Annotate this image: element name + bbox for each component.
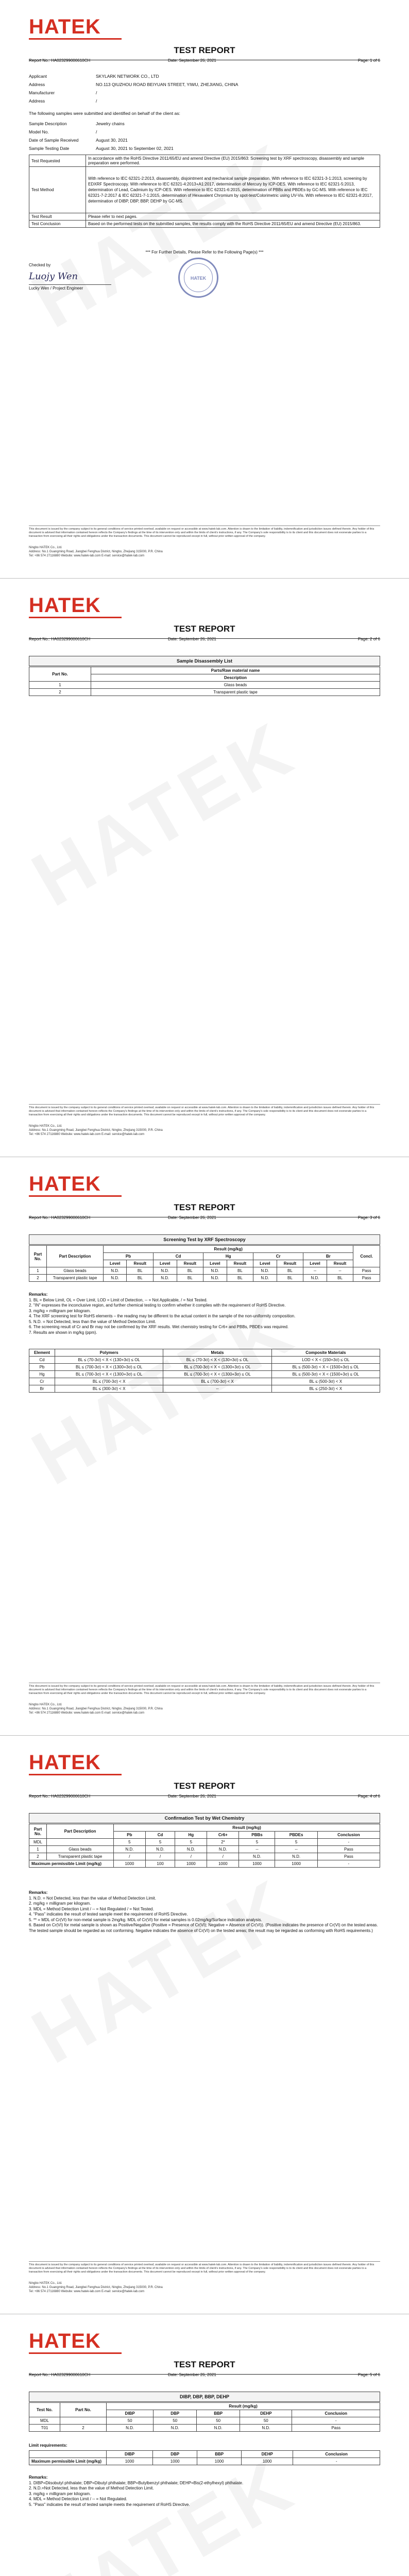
company-stamp: HATEK [178, 258, 218, 298]
remarks: Remarks: 1. N.D. = Not Detected, less than the value of Method Detection Limit. 2. mg/kg = milligram per kilogram. 3. MDL = Method Detection Limit / -- = Not Regulated / = Not Tested. 4. "Pass" indicates the result of tested sample meet the requirement of RoHS Directive. 5. ** = MDL of Cr(VI) for non-metal sample is 2mg/kg. MDL of Cr(VI) for metal samples is 0.02mg/kg/Surface indication analysis. 6. Based on Cr(VI) for metal sample is shown as Positive/Negative (Positive = Presence of Cr(VI); Negative = Absence of Cr(VI)). (Positive indicates the presence of Cr(VI) on the tested areas. The tested sample should be regarded as not conforming. Negative indicates the absence of Cr(VI) on the tested areas; the result may be regarded as conforming with RoHS requirements.) [29, 1890, 378, 1933]
report-header-line: Report No.: HA023299000610CH Date: September 26, 2021 Page: 2 of 6 [29, 637, 380, 641]
page-title: TEST REPORT [174, 1202, 235, 1212]
hatek-logo: HATEK [29, 594, 101, 617]
report-header-line: Report No.: HA023299000610CH Date: September 26, 2021 Page: 3 of 6 [29, 1215, 380, 1220]
remarks: Remarks: 1. DIBP=Diisobutyl phthalate; DBP=Dibutyl phthalate; BBP=Butylbenzyl phthalate; DEHP=Bis(2-ethylhexyl) phthalate. 2. N.D.=Not Detected, less than the value of Method Detection Limit. 3. mg/kg = milligram per kilogram. 4. MDL = Method Detection Limit / -- = Not Regulated. 5. "Pass" indicates the result of tested sample meets the requirement of RoHS Directive. [29, 2475, 244, 2507]
page-title: TEST REPORT [174, 624, 235, 634]
hatek-logo: HATEK [29, 1751, 101, 1774]
remarks: Remarks: 1. BL = Below Limit, OL = Over Limit, LOD = Limit of Detection, -- = Not Applicable, / = Not Tested. 2. "IN" expresses the inconclusive region, and further chemical testing to confirm whether it complies with the requirement of RoHS Directive. 3. mg/kg = milligram per kilogram. 4. The XRF screening test for RoHS elements – the reading may be different to the actual content in the sample of the non-uniformity composition. 5. N.D. = Not Detected, less than the value of Method Detection Limit. 6. The screening result of Cr and Br may not be confirmed by the XRF results. Wet chemistry testing for Cr6+ and PBBs, PBDEs was required. 7. Results are shown in mg/kg (ppm). [29, 1292, 296, 1335]
section-title: Screening Test by XRF Spectroscopy [29, 1234, 380, 1245]
hatek-logo: HATEK [29, 2330, 101, 2353]
report-page-4 [0, 1736, 409, 2314]
page-footer: This document is issued by the company subject to its general conditions of service printed overleaf, available on request or accessible at www.hatek-lab.com. Attention is drawn to the limitation of liability, indemnification and jurisdiction issues defined therein. Any holder of this document is advised that information contained hereon reflects the Company's findings at the time of its intervention only and within the limits of client's instructions, if any. The Company's sole responsibility is to its client and this document does not exonerate parties to a transaction from exercising all their rights and obligations under the transaction documents. This document cannot be reproduced except in full, without prior written approval of the company. Ningbo HATEK Co., Ltd. Address: No.1 Guangming Road, Jiangbei Fenghua District, Ningbo, Zhejiang 315000, P.R. China Tel: +86 574 27116880 Website: www.hatek-lab.com E-mail: service@hatek-lab.com [29, 1683, 380, 1715]
section-title: DIBP, DBP, BBP, DEHP [29, 2392, 380, 2402]
table-row: 1 Glass beads [29, 682, 380, 689]
table-row: Pb BL ≤ (700-3σ) < X < (1300+3σ) ≤ OL BL ≤ (700-3σ) < X < (1300+3σ) ≤ OL BL ≤ (500-3σ) < X < (1500+3σ) ≤ OL [29, 1364, 380, 1371]
report-header-line: Report No.: HA023299000610CH Date: September 26, 2021 Page: 1 of 6 [29, 58, 380, 63]
table-row: T01 2 N.D. N.D. N.D. N.D. Pass [29, 2425, 380, 2432]
section-title: Confirmation Test by Wet Chemistry [29, 1813, 380, 1823]
signer-name: Lucky Wen / Project Engineer [29, 284, 111, 291]
signature: Luojy Wen [29, 271, 78, 282]
checked-by-label: Checked by [29, 263, 51, 267]
xrf-results-table: Part No. Part Description Result (mg/kg) Concl. Pb Cd Hg Cr Br Level Result Level Result Level Result Level Result Level Result 1 Glass beads N.D. BL N.D. BL N.D. BL N.D. BL -- -- Pass 2 Transparent plastic tape N.D. BL N.D. BL N.D. BL N.D. BL N.D. BL Pass [29, 1245, 380, 1282]
further-details-note: *** For Further Details, Please Refer to the Following Page(s) *** [145, 250, 264, 255]
page-footer: This document is issued by the company subject to its general conditions of service printed overleaf, available on request or accessible at www.hatek-lab.com. Attention is drawn to the limitation of liability, indemnification and jurisdiction issues defined therein. Any holder of this document is advised that information contained hereon reflects the Company's findings at the time of its intervention only and within the limits of client's instructions, if any. The Company's sole responsibility is to its client and this document does not exonerate parties to a transaction from exercising all their rights and obligations under the transaction documents. This document cannot be reproduced except in full, without prior written approval of the company. Ningbo HATEK Co., Ltd. Address: No.1 Guangming Road, Jiangbei Fenghua District, Ningbo, Zhejiang 315000, P.R. China Tel: +86 574 27116880 Website: www.hatek-lab.com E-mail: service@hatek-lab.com [29, 2261, 380, 2294]
report-page-2 [0, 579, 409, 1157]
table-row: Cd BL ≤ (70-3σ) < X < (130+3σ) ≤ OL BL ≤ (70-3σ) < X < (130+3σ) ≤ OL LOD < X < (150+3σ) ≤ OL [29, 1357, 380, 1364]
xrf-limits-table: Element Polymers Metals Composite Materials Cd BL ≤ (70-3σ) < X < (130+3σ) ≤ OL BL ≤ (70-3σ) < X < (130+3σ) ≤ OL LOD < X < (150+3σ) ≤ OL Pb BL ≤ (700-3σ) < X < (1300+3σ) ≤ OL BL ≤ (700-3σ) < X < (1300+3σ) ≤ OL BL ≤ (500-3σ) < X < (1500+3σ) ≤ OL Hg BL ≤ (700-3σ) < X < (1300+3σ) ≤ OL BL ≤ (700-3σ) < X < (1300+3σ) ≤ OL BL ≤ (500-3σ) < X < (1500+3σ) ≤ OL Cr BL ≤ (700-3σ) < X BL ≤ (700-3σ) < X BL ≤ (500-3σ) < X Br BL ≤ (300-3σ) < X -- BL ≤ (250-3σ) < X [29, 1349, 380, 1393]
phthalates-table: Test No. Part No. Result (mg/kg) DIBP DBP BBP DEHP Conclusion MDL 50 50 50 50 - T01 2 N.D. N.D. N.D. N.D. Pass [29, 2402, 380, 2432]
report-page-1 [0, 0, 409, 579]
limit-title: Limit requirements: [29, 2443, 67, 2448]
table-row: Hg BL ≤ (700-3σ) < X < (1300+3σ) ≤ OL BL ≤ (700-3σ) < X < (1300+3σ) ≤ OL BL ≤ (500-3σ) < X < (1500+3σ) ≤ OL [29, 1371, 380, 1378]
report-header-line: Report No.: HA023299000610CH Date: September 26, 2021 Page: 4 of 6 [29, 1794, 380, 1799]
test-summary-table: Test Requested In accordance with the RoHS Directive 2011/65/EU and amend Directive (EU) 2015/863: Screening test by XRF spectroscopy, disassembly and sample preparation were performed. Test Method With reference to IEC 62321-2:2013, disassembly, disjointment and mechanical sample preparation. With reference to IEC 62321-3-1:2013, screening by EDXRF Spectroscopy. With reference to IEC 62321-4:2013+A1:2017, determination of Mercury by ICP-OES. With reference to IEC 62321-5:2013, determination of Lead, Cadmium by ICP-OES. With reference to IEC 62321-6:2015, determination of PBBs and PBDEs by GC-MS. With reference to IEC 62321-7-2:2017 & IEC 62321-7-1:2015, determination of Hexavalent Chromium by spot-test/Colorimetric using UV-Vis. With reference to IEC 62321-8:2017, determination of DIBP, DBP, BBP, DEHP by GC-MS. Test Result Please refer to next pages. Test Conclusion Based on the performed tests on the submitted samples, the results comply with the RoHS Directive 2011/65/EU and amend Directive (EU) 2015/863. [29, 155, 380, 228]
page-title: TEST REPORT [174, 1781, 235, 1791]
report-header-line: Report No.: HA023299000610CH Date: September 26, 2021 Page: 5 of 6 [29, 2372, 380, 2377]
table-row: 2 Transparent plastic tape / / / / N.D. N.D. Pass [29, 1853, 380, 1860]
table-row: 2 Transparent plastic tape N.D. BL N.D. BL N.D. BL N.D. BL N.D. BL Pass [29, 1275, 380, 1282]
disassembly-table: Part No. Parts/Raw material name Description 1 Glass beads 2 Transparent plastic tape [29, 667, 380, 696]
report-page-3 [0, 1157, 409, 1736]
table-row: 2 Transparent plastic tape [29, 689, 380, 696]
page-footer: This document is issued by the company subject to its general conditions of service printed overleaf, available on request or accessible at www.hatek-lab.com. Attention is drawn to the limitation of liability, indemnification and jurisdiction issues defined therein. Any holder of this document is advised that information contained hereon reflects the Company's findings at the time of its intervention only and within the limits of client's instructions, if any. The Company's sole responsibility is to its client and this document does not exonerate parties to a transaction from exercising all their rights and obligations under the transaction documents. This document cannot be reproduced except in full, without prior written approval of the company. Ningbo HATEK Co., Ltd. Address: No.1 Guangming Road, Jiangbei Fenghua District, Ningbo, Zhejiang 315000, P.R. China Tel: +86 574 27116880 Website: www.hatek-lab.com E-mail: service@hatek-lab.com [29, 1104, 380, 1137]
page-footer: This document is issued by the company subject to its general conditions of service printed overleaf, available on request or accessible at www.hatek-lab.com. Attention is drawn to the limitation of liability, indemnification and jurisdiction issues defined therein. Any holder of this document is advised that information contained hereon reflects the Company's findings at the time of its intervention only and within the limits of client's instructions, if any. The Company's sole responsibility is to its client and this document does not exonerate parties to a transaction from exercising all their rights and obligations under the transaction documents. This document cannot be reproduced except in full, without prior written approval of the company. Ningbo HATEK Co., Ltd. Address: No.1 Guangming Road, Jiangbei Fenghua District, Ningbo, Zhejiang 315000, P.R. China Tel: +86 574 27116880 Website: www.hatek-lab.com E-mail: service@hatek-lab.com [29, 526, 380, 558]
table-row: 1 Glass beads N.D. N.D. N.D. N.D. -- -- Pass [29, 1846, 380, 1853]
intro-text: The following samples were submitted and identified on behalf of the client as: [29, 111, 180, 116]
table-row: Br BL ≤ (300-3σ) < X -- BL ≤ (250-3σ) < X [29, 1385, 380, 1393]
page-title: TEST REPORT [174, 2360, 235, 2369]
page-title: TEST REPORT [174, 45, 235, 55]
report-page-5 [0, 2314, 409, 2576]
section-title: Sample Disassembly List [29, 656, 380, 666]
wet-chemistry-table: Part No. Part Description Result (mg/kg) Pb Cd Hg Cr6+ PBBs PBDEs Conclusion MDL 5 5 5 2* 5 5 - 1 Glass beads N.D. N.D. N.D. N.D. -- -- Pass 2 Transparent plastic tape / / / / N.D. N.D. Pass Maximum permissible Limit (mg/kg) 1000 100 1000 1000 1000 1000 - [29, 1824, 380, 1868]
applicant-info: Applicant SKYLARK NETWORK CO., LTD Address NO.113 QIUZHOU ROAD BEIYUAN STREET, YIWU, ZHEJIANG, CHINA Manufacturer / Address / [29, 74, 238, 104]
hatek-logo: HATEK [29, 15, 101, 39]
sample-info: Sample Description Jewelry chains Model No. / Date of Sample Received August 30, 2021 Sample Testing Date August 30, 2021 to September 02, 2021 [29, 121, 174, 151]
phthalates-limits-table: DIBP DBP BBP DEHP Conclusion Maximum permissible Limit (mg/kg) 1000 1000 1000 1000 - [29, 2450, 380, 2465]
table-row: 1 Glass beads N.D. BL N.D. BL N.D. BL N.D. BL -- -- Pass [29, 1267, 380, 1275]
hatek-logo: HATEK [29, 1173, 101, 1196]
table-row: Cr BL ≤ (700-3σ) < X BL ≤ (700-3σ) < X BL ≤ (500-3σ) < X [29, 1378, 380, 1385]
